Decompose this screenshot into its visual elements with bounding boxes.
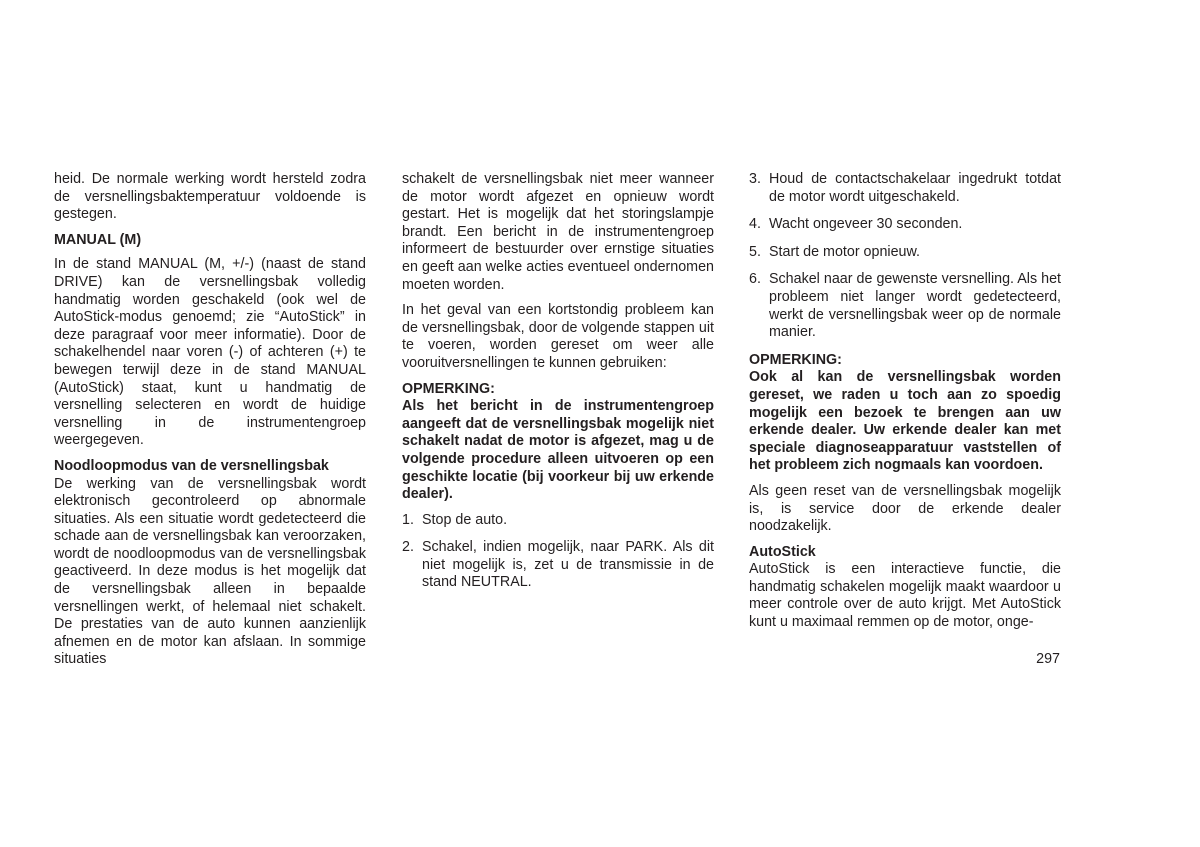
steps-list-continued bbox=[749, 171, 1061, 342]
step-number: 4. bbox=[749, 216, 761, 233]
step-number: 3. bbox=[749, 171, 761, 187]
step-number: 5. bbox=[749, 243, 761, 260]
note-heading: OPMERKING: bbox=[749, 351, 842, 368]
step-number: 1. bbox=[402, 511, 414, 528]
limp-mode-paragraph: De werking van de versnellingsbak wordt elektronisch gecontroleerd op abnormale situaties. Als een situatie wordt gedetecteerd die schade aan de versnellingsbak kan veroorzaken, wordt de noodloopmodus van de versnellingsbak geactiveerd. In deze modus is het mogelijk dat de versnellingsbak alleen in bepaalde versnellingen werkt, of helemaal niet schakelt. De prestaties van de auto kunnen aanzienlijk afnemen en de motor kan afslaan. In sommige situaties bbox=[54, 475, 366, 668]
list-item bbox=[749, 271, 1061, 341]
step-number: 6. bbox=[749, 271, 761, 288]
list-item bbox=[402, 539, 714, 592]
manual-heading: MANUAL (M) bbox=[54, 231, 142, 248]
step-text: Schakel, indien mogelijk, naar PARK. Als dit niet mogelijk is, zet u de transmissie in de stand NEUTRAL. bbox=[422, 539, 714, 591]
step-number: 2. bbox=[402, 539, 414, 556]
column-right bbox=[749, 171, 1061, 632]
step-text: Schakel naar de gewenste versnelling. Als het probleem niet langer wordt gedetecteerd, werkt de versnellingsbak weer op de normale manier. bbox=[769, 271, 1061, 341]
step-text: Stop de auto. bbox=[422, 511, 508, 528]
steps-list bbox=[402, 512, 714, 592]
manual-paragraph: In de stand MANUAL (M, +/-) (naast de stand DRIVE) kan de versnellingsbak volledig handmatig worden geschakeld (ook wel de AutoStick-modus genoemd; zie “AutoStick” in deze paragraaf voor meer informatie). Door de schakelhendel naar voren (-) of achteren (+) te bewegen terwijl deze in de stand MANUAL (AutoStick) staat, kunt u handmatig de versnelling selecteren en wordt de huidige versnelling in de instrumentengroep weergegeven. bbox=[54, 256, 366, 449]
note-paragraph: Als het bericht in de instrumentengroep aangeeft dat de versnellingsbak mogelijk niet schakelt nadat de motor is afgezet, mag u de volgende procedure alleen uitvoeren op een geschikte locatie (bij voorkeur bij uw erkende dealer). bbox=[402, 398, 714, 503]
autostick-heading: AutoStick bbox=[749, 543, 816, 560]
limp-mode-heading: Noodloopmodus van de versnellingsbak bbox=[54, 457, 329, 474]
note-paragraph: Ook al kan de versnellingsbak worden gereset, we raden u toch aan zo spoedig mogelijk een bezoek te brengen aan uw erkende dealer. Uw erkende dealer kan met speciale diagnoseapparatuur vaststellen of het probleem zich nogmaals kan voordoen. bbox=[749, 369, 1061, 474]
step-text: Houd de contactschakelaar ingedrukt totdat de motor wordt uitgeschakeld. bbox=[769, 171, 1061, 205]
page-number: 297 bbox=[1036, 651, 1060, 667]
note-heading: OPMERKING: bbox=[402, 380, 495, 397]
list-item bbox=[749, 171, 1061, 206]
autostick-paragraph: AutoStick is een interactieve functie, die handmatig schakelen mogelijk maakt waardoor u meer controle over de auto krijgt. Met AutoStick kunt u maximaal remmen op de motor, onge- bbox=[749, 561, 1061, 631]
column-left bbox=[54, 171, 366, 669]
intro-paragraph: heid. De normale werking wordt hersteld zodra de versnellingsbaktemperatuur voldoende is gestegen. bbox=[54, 171, 366, 223]
step-text: Start de motor opnieuw. bbox=[769, 243, 920, 260]
continued-paragraph: schakelt de versnellingsbak niet meer wanneer de motor wordt afgezet en opnieuw wordt gestart. Het is mogelijk dat het storingslampje brandt. Een bericht in de instrumentengroep informeert de bestuurder over ernstige situaties en geeft aan welke acties eventueel ondernomen moeten worden. bbox=[402, 171, 714, 293]
list-item bbox=[749, 216, 1061, 234]
list-item bbox=[749, 244, 1061, 262]
column-middle bbox=[402, 171, 714, 602]
reset-paragraph: Als geen reset van de versnellingsbak mogelijk is, is service door de erkende dealer noodzakelijk. bbox=[749, 482, 1061, 535]
list-item bbox=[402, 512, 714, 530]
step-text: Wacht ongeveer 30 seconden. bbox=[769, 216, 963, 233]
temporary-problem-paragraph: In het geval van een kortstondig probleem kan de versnellingsbak, door de volgende stappen uit te voeren, worden gereset om weer alle vooruitversnellingen te kunnen gebruiken: bbox=[402, 302, 714, 371]
